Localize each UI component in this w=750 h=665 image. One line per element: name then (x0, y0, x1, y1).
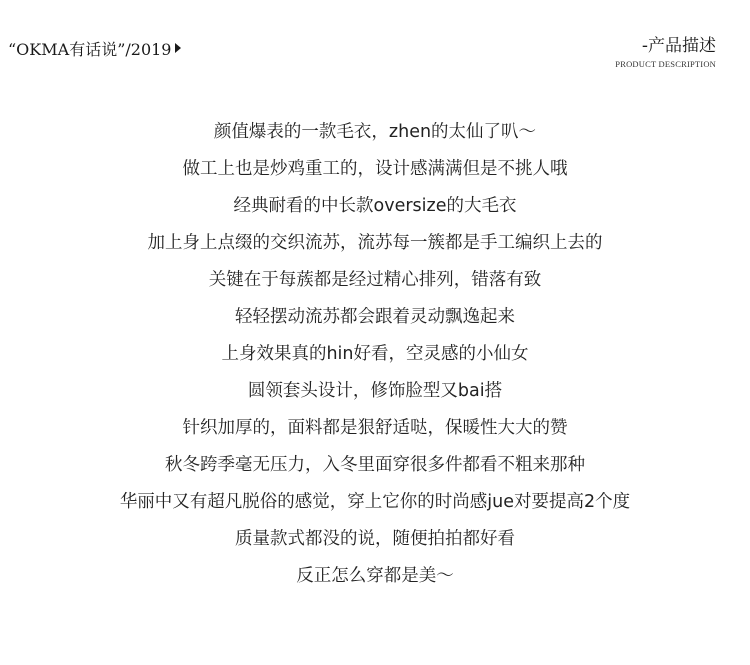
description-line: 轻轻摆动流苏都会跟着灵动飘逸起来 (235, 307, 515, 327)
description-line: 关键在于每蔟都是经过精心排列，错落有致 (208, 270, 542, 290)
section-title: -产品描述 (641, 36, 716, 56)
brand-header (8, 36, 181, 60)
product-description (0, 114, 750, 595)
description-line: 华丽中又有超凡脱俗的感觉，穿上它你的时尚感jue对要提高2个度 (119, 492, 631, 512)
section-header (576, 34, 716, 69)
description-line: 质量款式都没的说，随便拍拍都好看 (235, 529, 515, 549)
section-subtitle: PRODUCT DESCRIPTION (615, 59, 716, 69)
description-line: 做工上也是炒鸡重工的，设计感满满但是不挑人哦 (182, 159, 568, 179)
play-triangle-icon (175, 43, 181, 53)
description-line: 颜值爆表的一款毛衣，zhen的太仙了叭～ (213, 122, 537, 142)
description-line: 针织加厚的，面料都是狠舒适哒，保暖性大大的赞 (182, 418, 568, 438)
description-line: 加上身上点缀的交织流苏，流苏每一簇都是手工编织上去的 (147, 233, 603, 253)
description-line: 圆领套头设计，修饰脸型又bai搭 (247, 381, 503, 401)
description-line: 秋冬跨季毫无压力，入冬里面穿很多件都看不粗来那种 (165, 455, 585, 475)
brand-title: “OKMA有话说”/2019 (8, 39, 172, 59)
description-line: 上身效果真的hin好看，空灵感的小仙女 (221, 344, 529, 364)
description-line: 反正怎么穿都是美～ (296, 566, 454, 586)
description-line: 经典耐看的中长款oversize的大毛衣 (233, 196, 517, 216)
